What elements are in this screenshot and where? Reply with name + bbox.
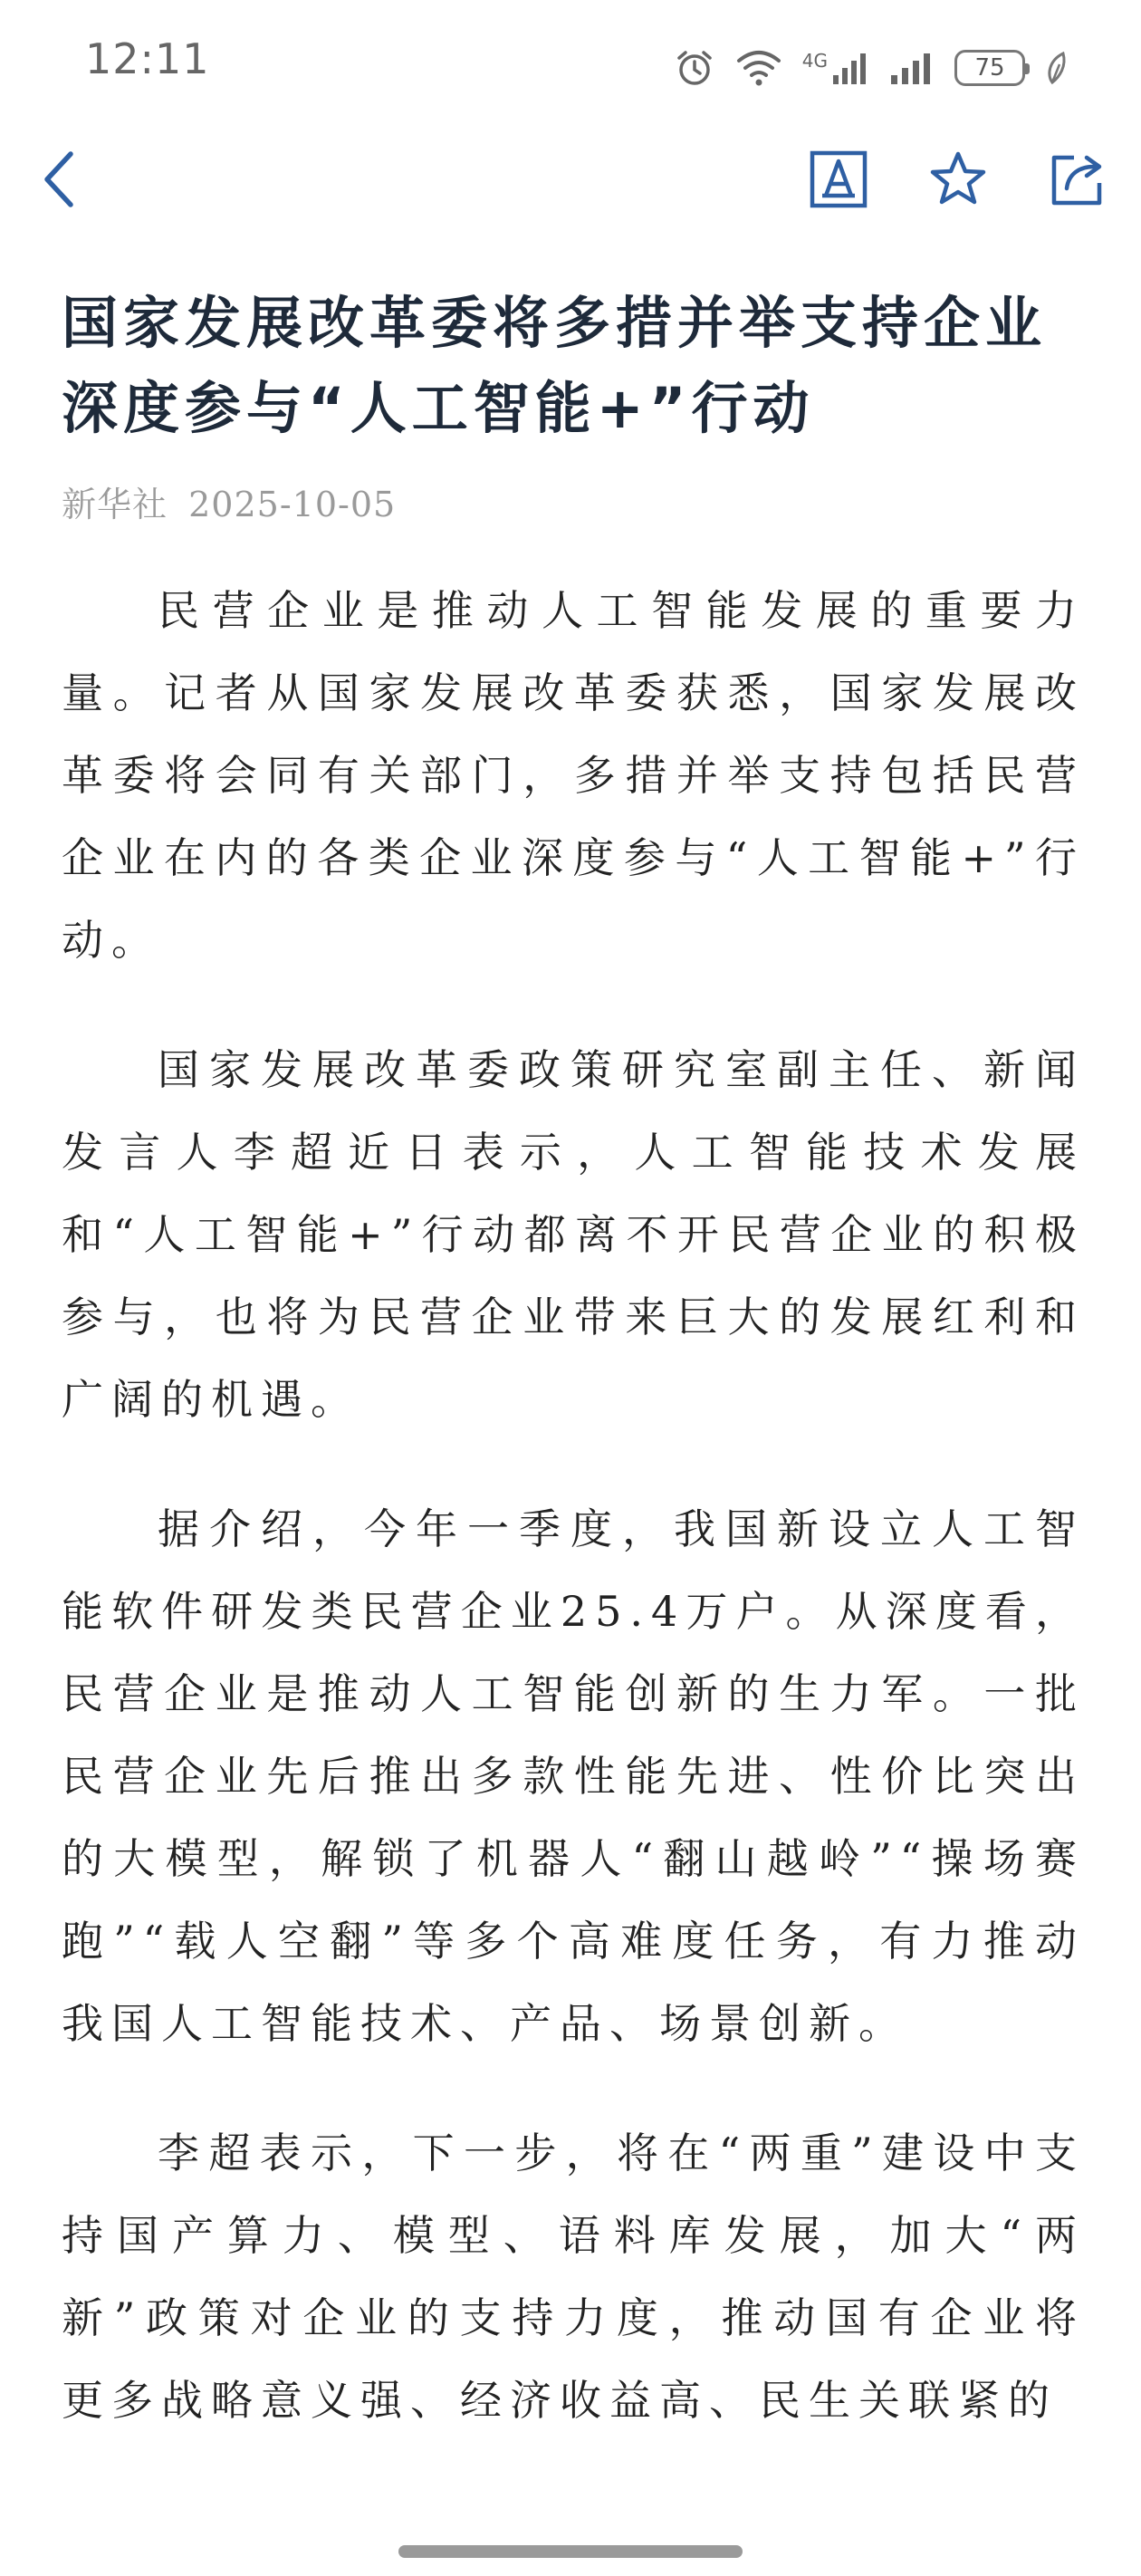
signal-4g-icon (802, 50, 869, 86)
leaf-icon (1045, 50, 1069, 86)
article-source: 新华社 (62, 485, 168, 524)
alarm-icon (674, 47, 715, 89)
article-date: 2025-10-05 (188, 485, 397, 524)
battery-indicator (954, 50, 1025, 86)
status-bar (0, 0, 1141, 127)
status-time: 12:11 (85, 34, 210, 83)
nav-bar (0, 136, 1141, 226)
font-size-button[interactable] (808, 147, 869, 212)
article-paragraph: 国家发展改革委政策研究室副主任、新闻发言人李超近日表示，人工智能技术发展和“人工智能+”行动都离不开民营企业的积极参与，也将为民营企业带来巨大的发展红利和广阔的机遇。 (62, 1045, 1085, 1424)
article-paragraph: 李超表示，下一步，将在“两重”建设中支持国产算力、模型、语料库发展，加大“两新”政策对企业的支持力度，推动国有企业将更多战略意义强、经济收益高、民生关联紧的 (62, 2129, 1085, 2425)
back-icon (36, 147, 91, 212)
back-button[interactable] (36, 147, 91, 212)
article (62, 281, 1085, 2489)
article-paragraph: 民营企业是推动人工智能发展的重要力量。记者从国家发展改革委获悉，国家发展改革委将会同有关部门，多措并举支持包括民营企业在内的各类企业深度参与“人工智能+”行动。 (62, 586, 1085, 965)
article-body (62, 570, 1085, 2442)
wifi-icon (735, 48, 782, 88)
star-icon (928, 149, 988, 209)
network-label: 4G (801, 50, 828, 72)
status-icons (674, 45, 1069, 91)
share-button[interactable] (1047, 147, 1108, 212)
signal-icon (889, 50, 935, 86)
battery-level: 75 (974, 54, 1005, 82)
favorite-button[interactable] (927, 147, 989, 212)
article-paragraph: 据介绍，今年一季度，我国新设立人工智能软件研发类民营企业25.4万户。从深度看，民营企业是推动人工智能创新的生力军。一批民营企业先后推出多款性能先进、性价比突出的大模型，解锁了机器人“翻山越岭”“操场赛跑”“载人空翻”等多个高难度任务，有力推动我国人工智能技术、产品、场景创新。 (62, 1504, 1085, 2048)
font-size-icon (810, 150, 868, 208)
article-title: 国家发展改革委将多措并举支持企业深度参与“人工智能+”行动 (62, 290, 1048, 441)
nav-actions (808, 147, 1108, 212)
share-icon (1049, 150, 1107, 208)
article-meta (62, 476, 1085, 526)
home-indicator[interactable] (398, 2545, 743, 2558)
